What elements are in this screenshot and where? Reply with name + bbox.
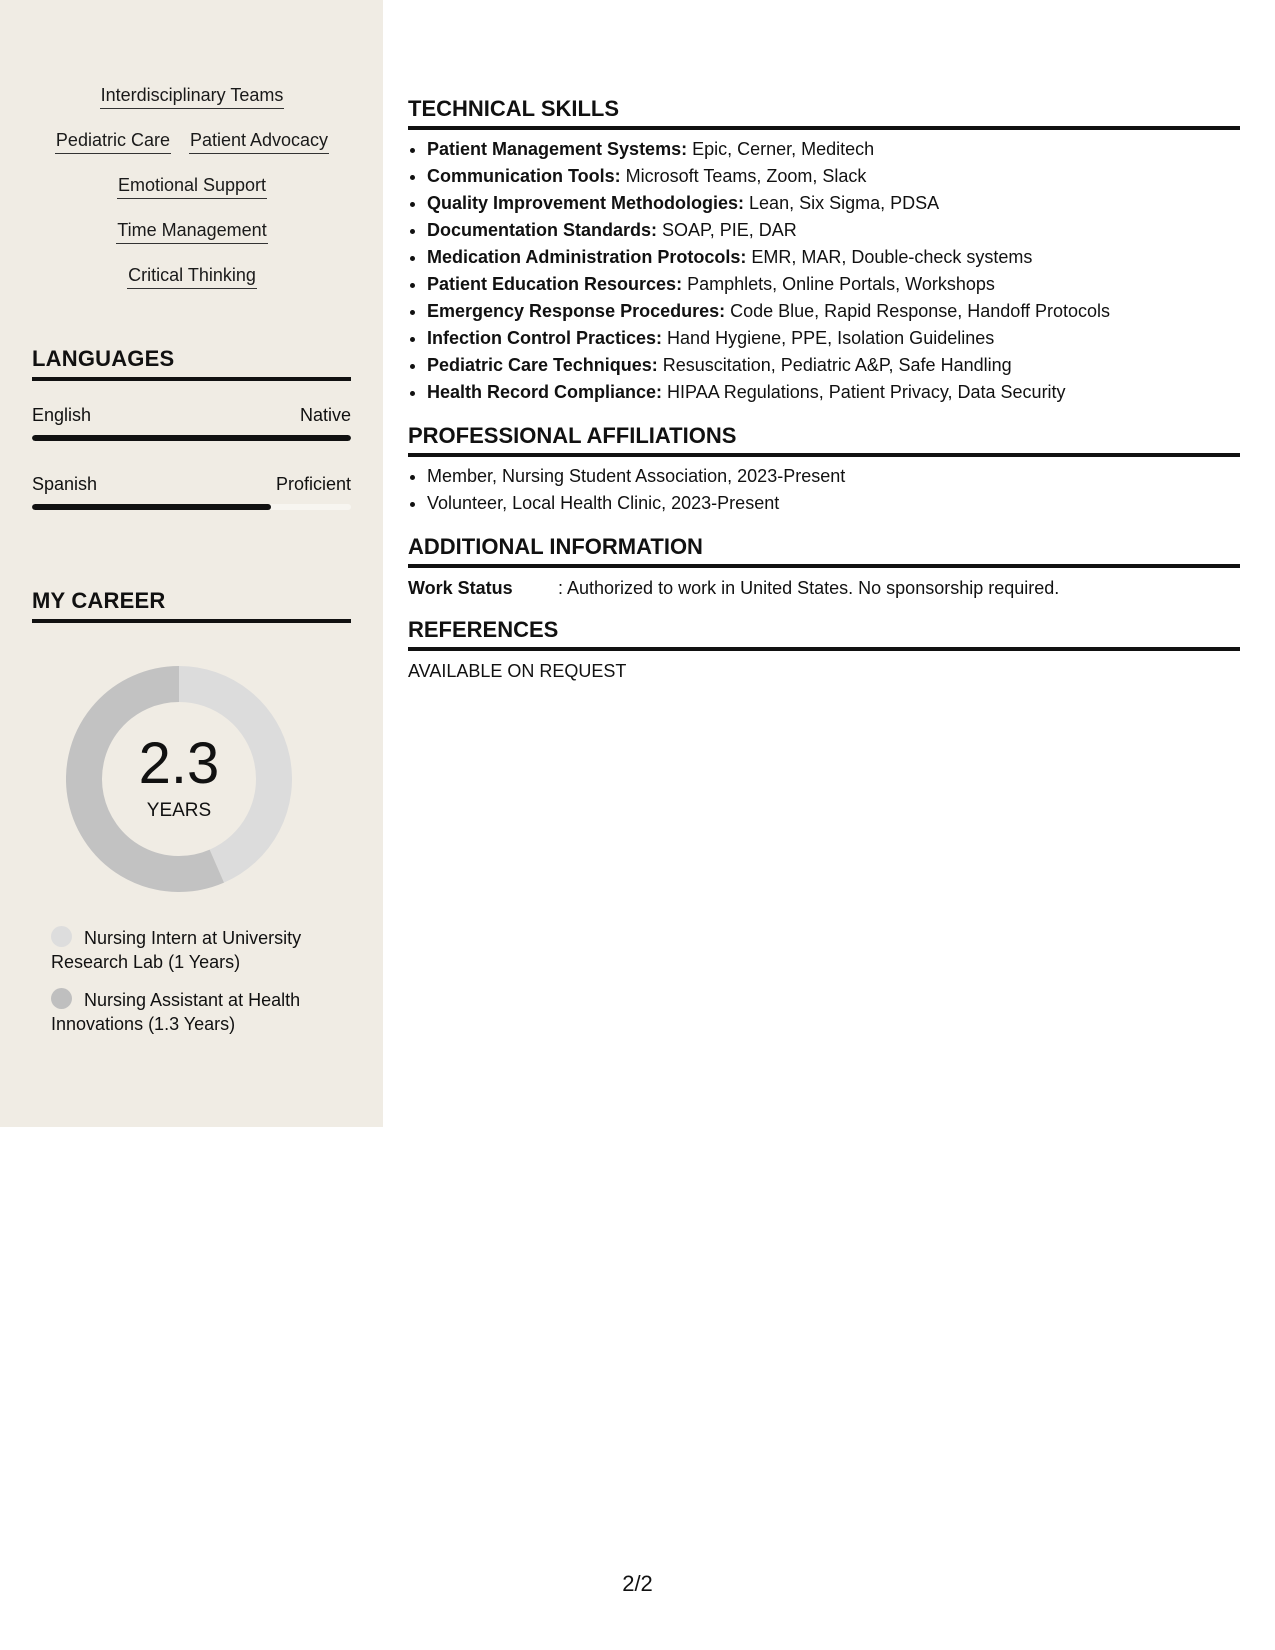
career-donut-chart — [66, 666, 292, 892]
work-status-label: Work Status — [408, 578, 513, 598]
skill-chip: Patient Advocacy — [189, 129, 329, 154]
list-item: • Medication Administration Protocols: EMR, MAR, Double-check systems — [427, 244, 1259, 271]
legend-dot-icon — [51, 926, 72, 947]
affiliations-heading: PROFESSIONAL AFFILIATIONS — [408, 423, 1240, 457]
proficiency-fill — [32, 435, 351, 441]
sidebar — [0, 0, 383, 1127]
skill-chip: Time Management — [116, 219, 267, 244]
page-number: 2/2 — [622, 1571, 653, 1596]
work-status-value: : Authorized to work in United States. No sponsorship required. — [558, 578, 1060, 598]
language-item — [32, 404, 351, 441]
chip-row — [32, 219, 352, 244]
legend-item — [51, 926, 336, 974]
technical-skills-list — [408, 136, 1259, 406]
skill-chip: Critical Thinking — [127, 264, 257, 289]
legend-label: Nursing Assistant at Health Innovations (1.3 Years) — [51, 990, 301, 1034]
list-item: • Quality Improvement Methodologies: Lean, Six Sigma, PDSA — [427, 190, 1259, 217]
list-item: • Patient Management Systems: Epic, Cerner, Meditech — [427, 136, 1259, 163]
references-text: AVAILABLE ON REQUEST — [408, 661, 627, 681]
skill-chip: Pediatric Care — [55, 129, 171, 154]
list-item: • Member, Nursing Student Association, 2023-Present — [427, 463, 1259, 490]
career-total-value: 2.3 — [138, 731, 220, 796]
legend-label: Nursing Intern at University Research Lab (1 Years) — [51, 928, 302, 972]
references-heading: REFERENCES — [408, 617, 1240, 651]
skill-chips — [32, 84, 352, 309]
list-item: • Documentation Standards: SOAP, PIE, DAR — [427, 217, 1259, 244]
list-item: • Volunteer, Local Health Clinic, 2023-Present — [427, 490, 1259, 517]
list-item: • Emergency Response Procedures: Code Blue, Rapid Response, Handoff Protocols — [427, 298, 1259, 325]
chip-row — [32, 129, 352, 154]
career-total-unit: YEARS — [146, 800, 212, 821]
list-item: • Communication Tools: Microsoft Teams, Zoom, Slack — [427, 163, 1259, 190]
skill-chip: Interdisciplinary Teams — [100, 84, 285, 109]
language-level: Native — [299, 405, 351, 425]
language-level: Proficient — [275, 474, 351, 494]
chip-row — [32, 264, 352, 289]
list-item: • Health Record Compliance: HIPAA Regulations, Patient Privacy, Data Security — [427, 379, 1259, 406]
proficiency-fill — [32, 504, 271, 510]
proficiency-bar — [32, 435, 351, 441]
legend-item — [51, 988, 336, 1036]
legend-dot-icon — [51, 988, 72, 1009]
chip-row — [32, 174, 352, 199]
list-item: • Pediatric Care Techniques: Resuscitation, Pediatric A&P, Safe Handling — [427, 352, 1259, 379]
list-item: • Patient Education Resources: Pamphlets, Online Portals, Workshops — [427, 271, 1259, 298]
list-item: • Infection Control Practices: Hand Hygiene, PPE, Isolation Guidelines — [427, 325, 1259, 352]
technical-skills-heading: TECHNICAL SKILLS — [408, 96, 1240, 130]
language-item — [32, 473, 351, 510]
career-heading: MY CAREER — [32, 588, 351, 623]
language-name: Spanish — [32, 474, 98, 494]
affiliations-list — [408, 463, 1259, 517]
career-legend — [51, 926, 336, 1050]
proficiency-bar — [32, 504, 351, 510]
languages-heading: LANGUAGES — [32, 346, 351, 381]
chip-row — [32, 84, 352, 109]
work-status-row — [408, 576, 1240, 600]
additional-info-heading: ADDITIONAL INFORMATION — [408, 534, 1240, 568]
skill-chip: Emotional Support — [117, 174, 267, 199]
language-name: English — [32, 405, 92, 425]
